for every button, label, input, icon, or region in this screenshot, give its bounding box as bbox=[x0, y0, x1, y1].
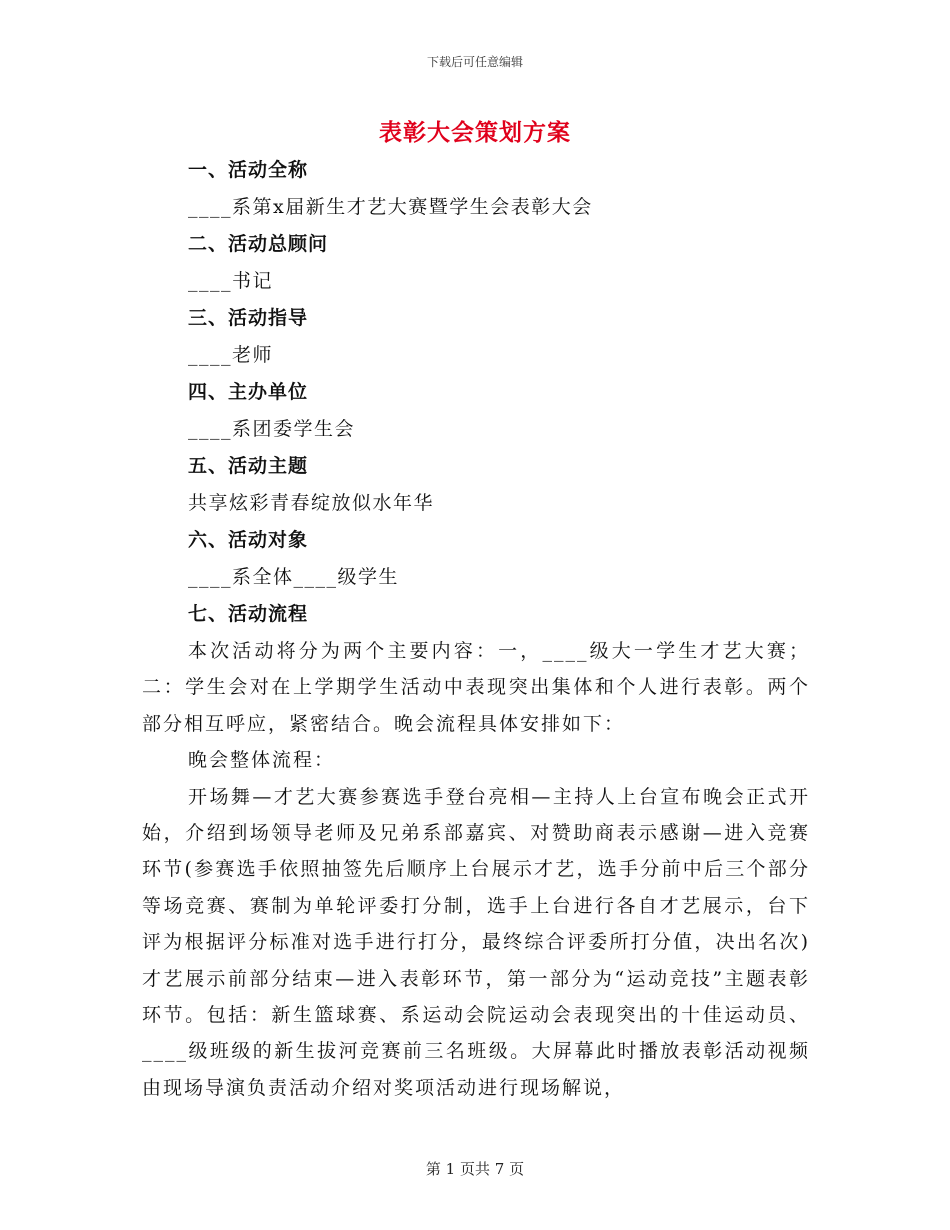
body-paragraph-1: 本次活动将分为两个主要内容：一，____级大一学生才艺大赛；二：学生会对在上学期学生活动中表现突出集体和个人进行表彰。两个部分相互呼应，紧密结合。晚会流程具体安排如下： bbox=[142, 640, 810, 735]
section-value-5: 共享炫彩青春绽放似水年华 bbox=[188, 492, 435, 514]
document-body bbox=[142, 152, 810, 1106]
section-value-3: ____老师 bbox=[188, 344, 274, 366]
section-heading-3: 三、活动指导 bbox=[188, 307, 309, 329]
body-paragraph-3: 开场舞—才艺大赛参赛选手登台亮相—主持人上台宣布晚会正式开始，介绍到场领导老师及兄弟系部嘉宾、对赞助商表示感谢—进入竞赛环节(参赛选手依照抽签先后顺序上台展示才艺，选手分前中后三个部分等场竞赛、赛制为单轮评委打分制，选手上台进行各自才艺展示，台下评为根据评分标准对选手进行打分，最终综合评委所打分值，决出名次)才艺展示前部分结束—进入表彰环节，第一部分为“运动竞技”主题表彰环节。包括：新生篮球赛、系运动会院运动会表现突出的十佳运动员、____级班级的新生拔河竞赛前三名班级。大屏幕此时播放表彰活动视频由现场导演负责活动介绍对奖项活动进行现场解说， bbox=[142, 785, 810, 1099]
section-heading-7: 七、活动流程 bbox=[188, 603, 309, 625]
section-heading-6: 六、活动对象 bbox=[188, 529, 309, 551]
page-footer: 第 1 页共 7 页 bbox=[425, 1160, 525, 1178]
section-value-1: ____系第x届新生才艺大赛暨学生会表彰大会 bbox=[188, 196, 593, 218]
header-note: 下载后可任意编辑 bbox=[426, 55, 523, 69]
body-paragraph-2: 晚会整体流程： bbox=[188, 749, 336, 772]
section-value-6: ____系全体____级学生 bbox=[188, 566, 400, 588]
section-heading-1: 一、活动全称 bbox=[188, 159, 309, 181]
section-value-2: ____书记 bbox=[188, 270, 274, 292]
section-value-4: ____系团委学生会 bbox=[188, 418, 356, 440]
section-heading-5: 五、活动主题 bbox=[188, 455, 309, 477]
section-heading-2: 二、活动总顾问 bbox=[188, 233, 329, 255]
document-title: 表彰大会策划方案 bbox=[379, 119, 571, 146]
section-heading-4: 四、主办单位 bbox=[188, 381, 309, 403]
